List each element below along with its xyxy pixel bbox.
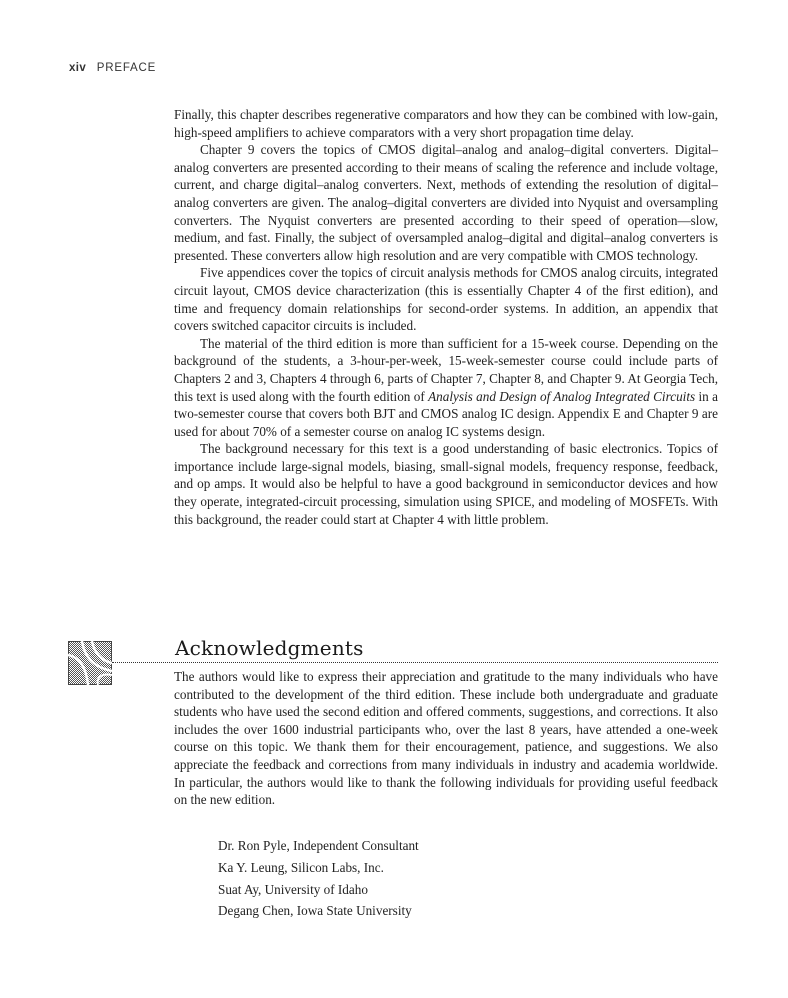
acknowledgments-heading: Acknowledgments bbox=[175, 636, 364, 660]
body-paragraph bbox=[174, 106, 718, 141]
contributor-item: Dr. Ron Pyle, Independent Consultant bbox=[218, 838, 419, 853]
heading-rule bbox=[112, 662, 718, 663]
contributor-item: Degang Chen, Iowa State University bbox=[218, 903, 412, 919]
body-paragraph bbox=[174, 141, 718, 264]
acknowledgments-paragraph: The authors would like to express their appreciation and gratitude to the many individuals who have contributed to the development of the third edition. These include both undergraduate and graduate students who have used the second edition and offered comments, suggestions, and corrections. It also includes the over 1600 industrial participants who, over the last 8 years, have attended a one-week course on this topic. We thank them for their encouragement, patience, and suggestions. We also appreciate the feedback and corrections from many individuals in industry and academia worldwide. In particular, the authors would like to thank the following individuals for providing useful feedback on the new edition. bbox=[174, 669, 718, 808]
decorative-curves-icon bbox=[68, 641, 112, 685]
text-segment: Chapter 9 covers the topics of CMOS digital–analog and analog–digital converters. Digital–analog converters are presented according to their means of scaling the reference and include voltage, current, and charge digital–analog converters. Next, methods of extending the resolution of digital–analog converters are given. The analog–digital converters are divided into Nyquist and oversampling converters. The Nyquist converters are presented according to their speed of operation—slow, medium, and fast. Finally, the subject of oversampled analog–digital and digital–analog converters is presented. These converters allow high resolution and are very compatible with CMOS technology. bbox=[174, 142, 718, 263]
section-title: PREFACE bbox=[96, 62, 157, 74]
text-segment: Finally, this chapter describes regenerative comparators and how they can be combined with low-gain, high-speed amplifiers to achieve comparators with a very short propagation time delay. bbox=[174, 107, 718, 140]
preface-body bbox=[174, 106, 718, 528]
contributor-item: Ka Y. Leung, Silicon Labs, Inc. bbox=[218, 859, 384, 875]
contributor-item: Suat Ay, University of Idaho bbox=[218, 881, 368, 897]
text-segment: Five appendices cover the topics of circuit analysis methods for CMOS analog circuits, integrated circuit layout, CMOS device characterization (this is essentially Chapter 4 of the first edition), and time and frequency domain relationships for second-order systems. In addition, an appendix that covers switched capacitor circuits is included. bbox=[174, 265, 718, 334]
acknowledgments-body bbox=[174, 668, 718, 809]
body-paragraph bbox=[174, 440, 718, 528]
text-segment: The background necessary for this text is a good understanding of basic electronics. Topics of importance include large-signal models, biasing, small-signal models, frequency response, feedback, and op amps. It would also be helpful to have a good background in semiconductor devices and how they operate, integrated-circuit processing, simulation using SPICE, and modeling of MOSFETs. With this background, the reader could start at Chapter 4 with little problem. bbox=[174, 441, 718, 527]
running-head bbox=[69, 62, 156, 74]
body-paragraph bbox=[174, 335, 718, 441]
text-segment: in a two-semester course that covers both BJT and CMOS analog IC design. Appendix E and Chapter 9 are used for about 70% of a semester course on analog IC systems design. bbox=[174, 388, 718, 439]
book-title: Analysis and Design of Analog Integrated Circuits bbox=[428, 388, 696, 404]
text-segment: The material of the third edition is more than sufficient for a 15-week course. Depending on the background of the students, a 3-hour-per-week, 15-week-semester course could include parts of Chapters 2 and 3, Chapters 4 through 6, parts of Chapter 7, Chapter 8, and Chapter 9. At Georgia Tech, this text is used along with the fourth edition of bbox=[174, 335, 718, 404]
contributor-list bbox=[218, 835, 419, 922]
page-number: xiv bbox=[69, 62, 87, 74]
body-paragraph bbox=[174, 264, 718, 334]
